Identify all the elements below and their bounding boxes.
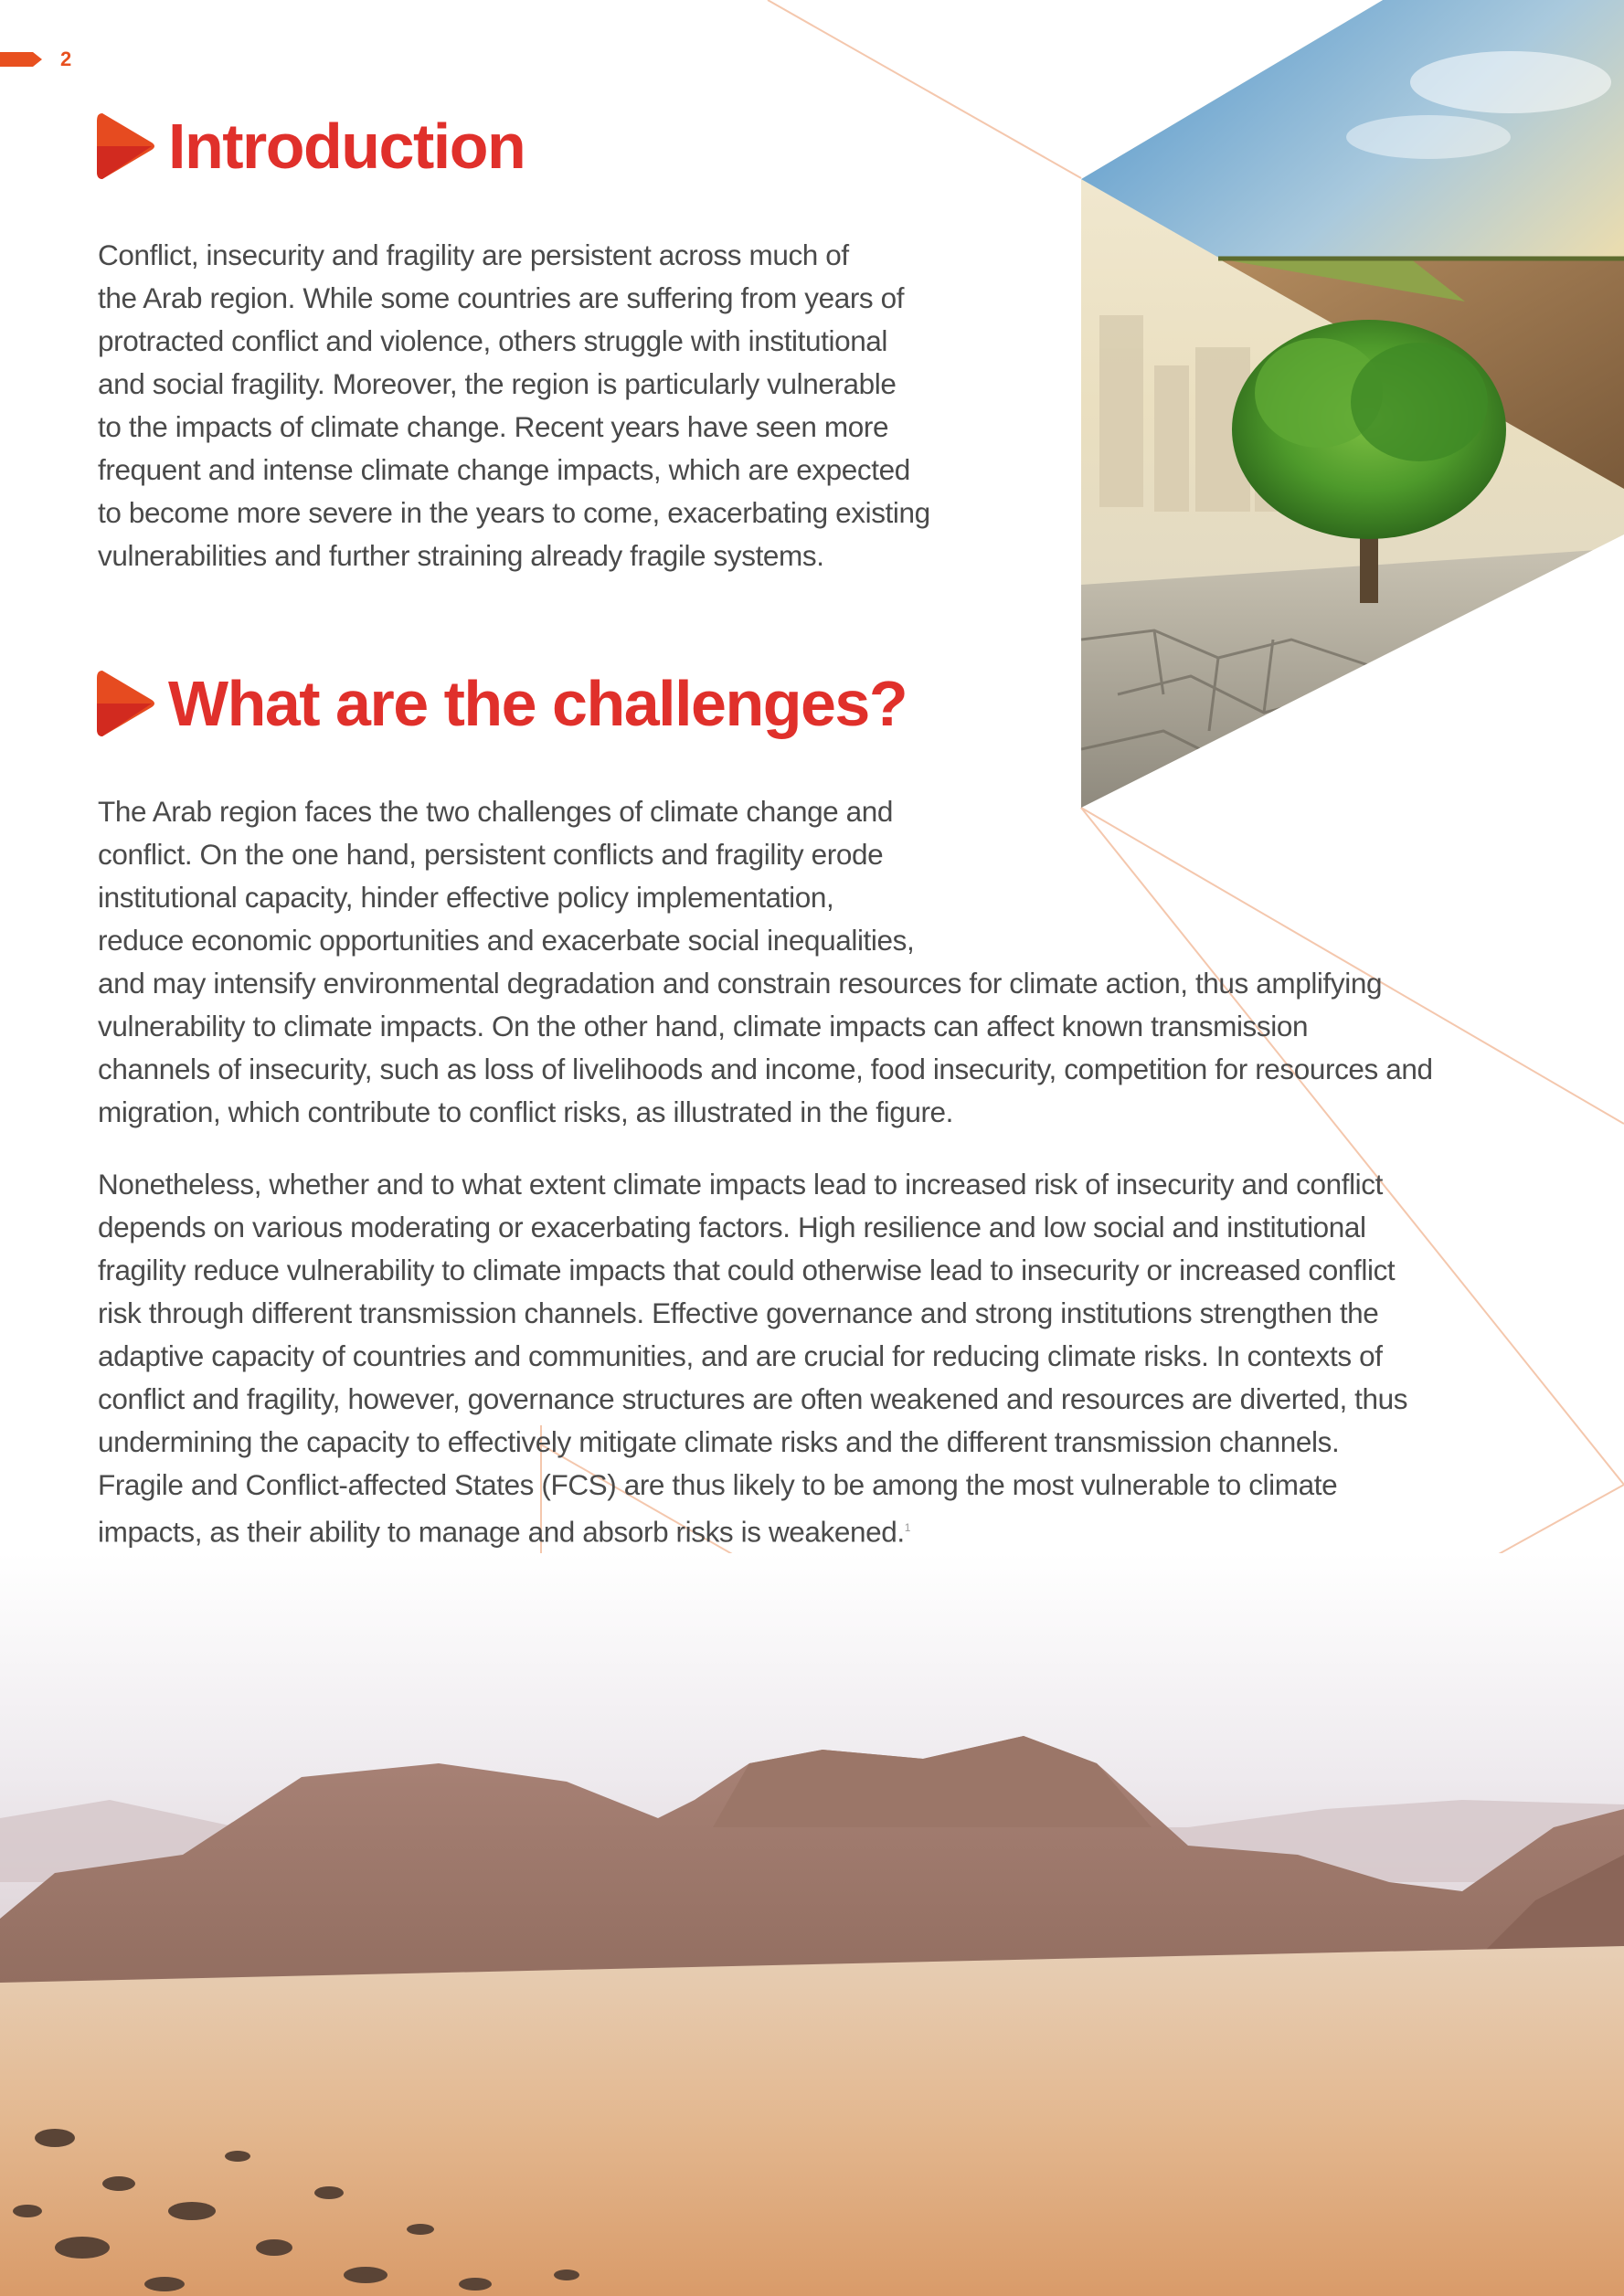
text-line: protracted conflict and violence, others struggle with institutional xyxy=(98,324,888,357)
text-line: channels of insecurity, such as loss of livelihoods and income, food insecurity, competition for resources and xyxy=(98,1053,1433,1085)
introduction-paragraph xyxy=(98,234,930,577)
text-line: to become more severe in the years to come, exacerbating existing xyxy=(98,496,930,529)
text-line: the Arab region. While some countries are suffering from years of xyxy=(98,281,905,314)
text-line: Fragile and Conflict-affected States (FCS) are thus likely to be among the most vulnerable to climate xyxy=(98,1468,1338,1501)
text-line: institutional capacity, hinder effective policy implementation, xyxy=(98,881,834,914)
text-line: and social fragility. Moreover, the region is particularly vulnerable xyxy=(98,367,897,400)
text-line: undermining the capacity to effectively mitigate climate risks and the different transmission channels. xyxy=(98,1425,1340,1458)
footnote-marker[interactable]: 1 xyxy=(904,1521,910,1534)
text-line: conflict and fragility, however, governance structures are often weakened and resources are diverted, thus xyxy=(98,1382,1408,1415)
text-line: vulnerabilities and further straining already fragile systems. xyxy=(98,539,824,572)
text-line: reduce economic opportunities and exacerbate social inequalities, xyxy=(98,924,915,957)
text-line: Nonetheless, whether and to what extent climate impacts lead to increased risk of insecurity and conflict xyxy=(98,1168,1383,1201)
text-line xyxy=(98,1507,1407,1554)
text-line: Conflict, insecurity and fragility are persistent across much of xyxy=(98,238,849,271)
last-line-text: impacts, as their ability to manage and absorb risks is weakened. xyxy=(98,1515,905,1549)
desert-landscape-image xyxy=(0,1553,1624,2296)
page-tab-marker xyxy=(0,52,42,67)
text-line: to the impacts of climate change. Recent years have seen more xyxy=(98,410,889,443)
text-line: risk through different transmission channels. Effective governance and strong institutions strengthen the xyxy=(98,1296,1379,1329)
text-line: conflict. On the one hand, persistent conflicts and fragility erode xyxy=(98,838,884,871)
page-number: 2 xyxy=(60,48,72,70)
text-line: adaptive capacity of countries and communities, and are crucial for reducing climate risks. In contexts of xyxy=(98,1339,1383,1372)
challenges-heading xyxy=(97,669,907,738)
challenges-paragraph-1 xyxy=(98,790,1433,1134)
introduction-heading xyxy=(97,111,525,181)
text-line: migration, which contribute to conflict risks, as illustrated in the figure. xyxy=(98,1095,954,1128)
text-line: depends on various moderating or exacerbating factors. High resilience and low social and institutional xyxy=(98,1211,1366,1243)
play-arrow-icon xyxy=(97,669,157,738)
section-title: What are the challenges? xyxy=(168,668,908,739)
play-arrow-icon xyxy=(97,111,157,181)
text-line: and may intensify environmental degradation and constrain resources for climate action, thus amplifying xyxy=(98,967,1383,1000)
climate-contrast-image xyxy=(1081,0,1624,808)
text-line: The Arab region faces the two challenges of climate change and xyxy=(98,795,894,828)
text-line: vulnerability to climate impacts. On the other hand, climate impacts can affect known transmission xyxy=(98,1010,1309,1042)
text-line: fragility reduce vulnerability to climate impacts that could otherwise lead to insecurity or increased conflict xyxy=(98,1254,1396,1286)
page-title: Introduction xyxy=(168,111,525,182)
text-line: frequent and intense climate change impacts, which are expected xyxy=(98,453,910,486)
challenges-paragraph-2 xyxy=(98,1163,1407,1554)
